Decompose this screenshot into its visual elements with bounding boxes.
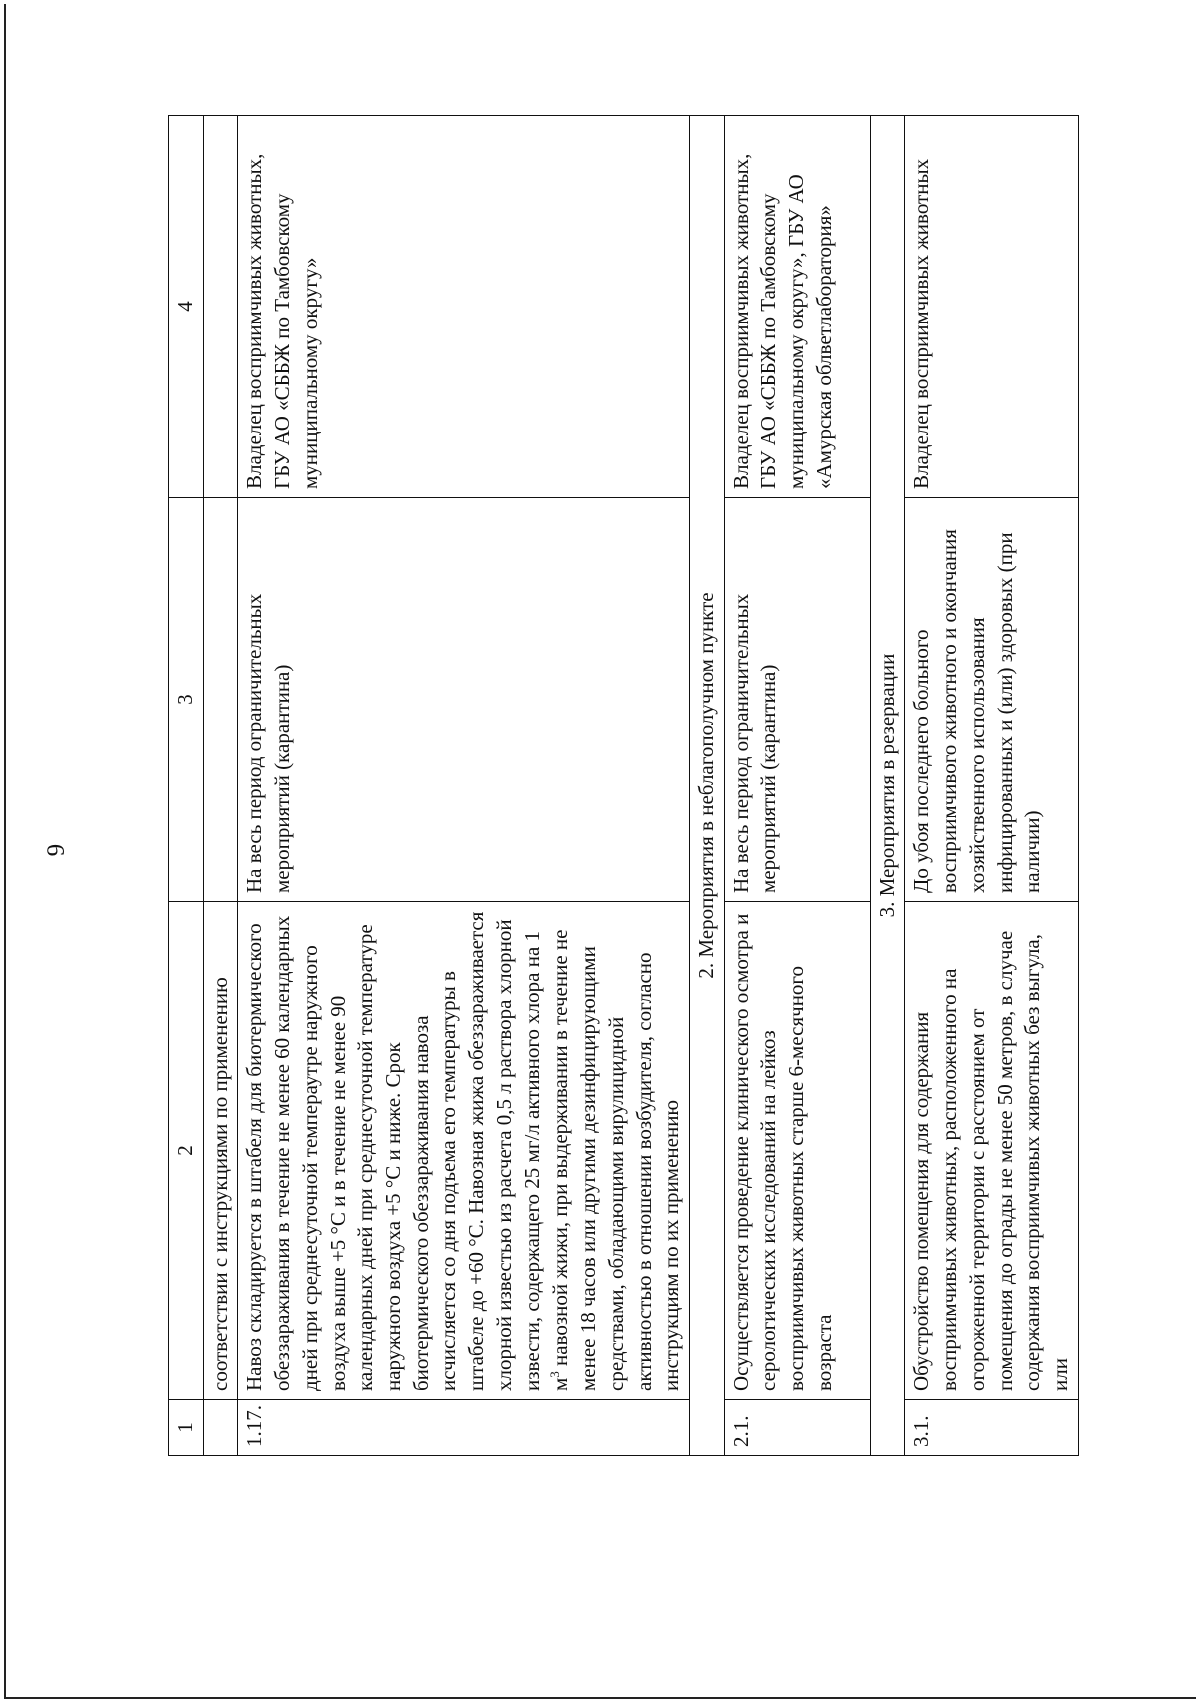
section-3-row — [870, 116, 905, 1456]
term-cell: На весь период ограничительных мероприятий (карантина) — [724, 498, 870, 902]
continuation-num — [203, 1400, 238, 1456]
measure-cell — [238, 902, 690, 1400]
continuation-responsible — [203, 116, 238, 498]
header-col-3: 3 — [169, 498, 204, 902]
header-col-1: 1 — [169, 1400, 204, 1456]
measure-cell: Осуществляется проведение клинического осмотра и серологических исследований на лейкоз восприимчивых животных старше 6-месячного возраста — [724, 902, 870, 1400]
row-number: 1.17. — [238, 1400, 690, 1456]
table-row-3-1 — [905, 116, 1078, 1456]
section-2-row — [689, 116, 724, 1456]
section-2-title: 2. Мероприятия в неблагополучном пункте — [689, 116, 724, 1456]
table-row-1-17 — [238, 116, 690, 1456]
measure-cell: Обустройство помещения для содержания восприимчивых животных, расположенного на огороженной территории с расстоянием от помещения до ограды не менее 50 метров, в случае содержания восприимчивых животных без выгула, или — [905, 902, 1078, 1400]
row-number: 3.1. — [905, 1400, 1078, 1456]
responsible-cell: Владелец восприимчивых животных, ГБУ АО «СББЖ по Тамбовскому муниципальному округу», ГБУ АО «Амурская облветлаборатория» — [724, 116, 870, 498]
measure-text: Навоз складируется в штабеля для биотермического обеззараживания в течение не менее 60 календарных дней при среднесуточной темпераутре наружного воздуха выше +5 °C и в течение не менее 90 календарных дней при среднесуточной температуре наружного воздуха +5 °C и ниже. Срок биотермического обеззараживания навоза исчисляется со дня подъема его температуры в штабеле до +60 °C. Навозная жижа обеззараживается хлорной известью из расчета 0,5 л раствора хлорной извести, содержащего 25 мг/л активного хлора на 1 м — [242, 911, 573, 1391]
responsible-cell: Владелец восприимчивых животных, ГБУ АО «СББЖ по Тамбовскому муниципальному округу» — [238, 116, 690, 498]
section-3-title: 3. Мероприятия в резервации — [870, 116, 905, 1456]
table-row-2-1 — [724, 116, 870, 1456]
measures-table — [168, 115, 1079, 1456]
header-col-4: 4 — [169, 116, 204, 498]
table-header-row — [169, 116, 204, 1456]
responsible-cell: Владелец восприимчивых животных — [905, 116, 1078, 498]
term-cell: На весь период ограничительных мероприятий (карантина) — [238, 498, 690, 902]
page-number: 6 — [41, 843, 69, 857]
header-col-2: 2 — [169, 902, 204, 1400]
continuation-row — [203, 116, 238, 1456]
measure-superscript: 3 — [547, 1371, 563, 1378]
continuation-measure: соответствии с инструкциями по применению — [203, 902, 238, 1400]
term-cell: До убоя последнего больного восприимчивого животного и окончания хозяйственного использования инфицированных и (или) здоровых (при наличии) — [905, 498, 1078, 902]
rotated-table-container — [168, 116, 1074, 1456]
row-number: 2.1. — [724, 1400, 870, 1456]
continuation-term — [203, 498, 238, 902]
measure-text-tail: навозной жижи, при выдерживании в течение не менее 18 часов или другими дезинфицирующими средствами, обладающими вирулицидной активностью в отношении возбудителя, согласно инструкциям по их применению — [548, 929, 684, 1391]
